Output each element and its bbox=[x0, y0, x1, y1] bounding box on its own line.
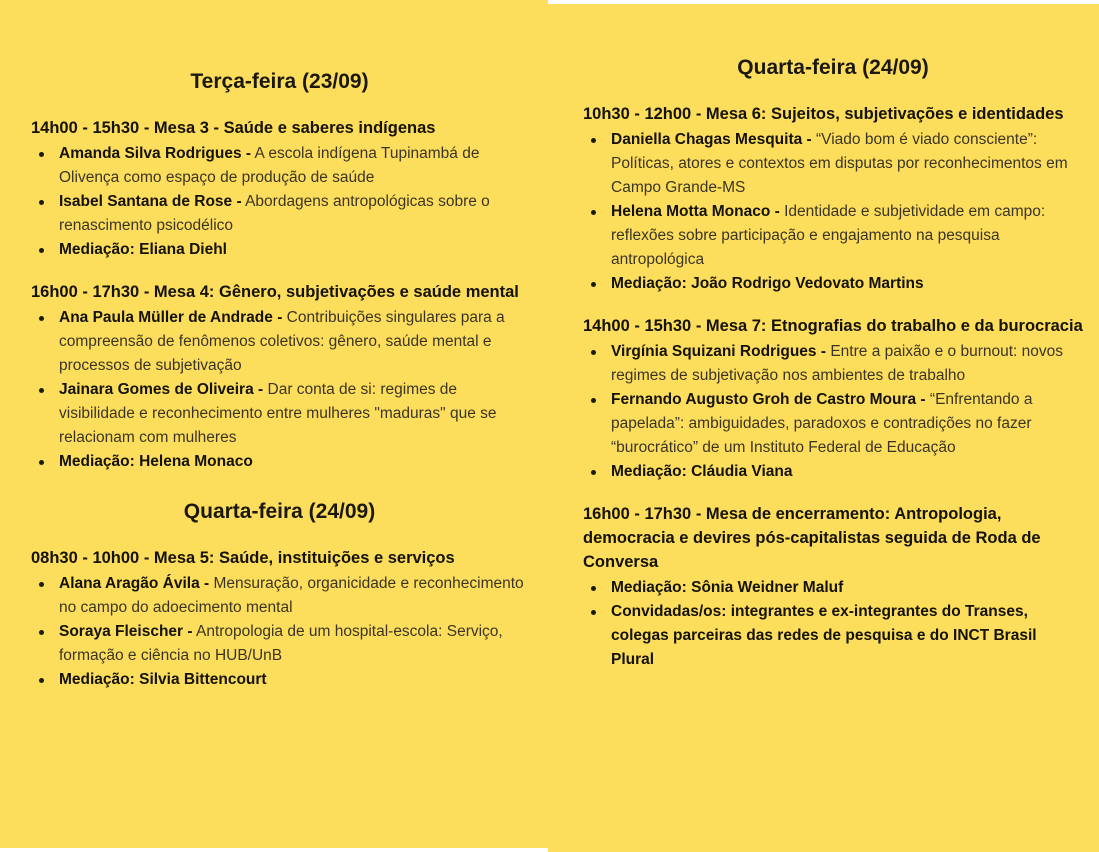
talk-list bbox=[583, 128, 1083, 296]
mediation: Mediação: João Rodrigo Vedovato Martins bbox=[611, 275, 924, 292]
talk-title: Identidade e subjetividade em campo: reflexões sobre participação e engajamento na pesquisa antropológica bbox=[611, 203, 1046, 268]
mediation-item bbox=[59, 450, 528, 474]
speaker-name: Amanda Silva Rodrigues - bbox=[59, 145, 252, 162]
session-title: 10h30 - 12h00 - Mesa 6: Sujeitos, subjetivações e identidades bbox=[583, 105, 1064, 123]
day-heading: Quarta-feira (24/09) bbox=[183, 500, 376, 523]
speaker-name: Jainara Gomes de Oliveira - bbox=[59, 381, 264, 398]
session-title: 14h00 - 15h30 - Mesa 7: Etnografias do trabalho e da burocracia bbox=[583, 317, 1083, 335]
mediation: Mediação: Cláudia Viana bbox=[611, 463, 793, 480]
talk-item bbox=[59, 378, 528, 450]
talk-item bbox=[59, 306, 528, 378]
mediation: Mediação: Sônia Weidner Maluf bbox=[611, 579, 844, 596]
talk-list bbox=[31, 572, 528, 692]
session-title: 16h00 - 17h30 - Mesa de encerramento: Antropologia, democracia e devires pós-capitalistas seguida de Roda de Conversa bbox=[583, 505, 1041, 571]
session-mesa-3 bbox=[31, 116, 528, 262]
talk-item bbox=[611, 388, 1083, 460]
talk-title: “Enfrentando a papelada”: ambiguidades, paradoxos e contradições no fazer “burocrático” de um Instituto Federal de Educação bbox=[611, 391, 1033, 456]
right-schedule-panel bbox=[548, 4, 1099, 852]
mediation: Mediação: Helena Monaco bbox=[59, 453, 253, 470]
day-heading: Terça-feira (23/09) bbox=[190, 70, 369, 93]
session-mesa-6 bbox=[583, 102, 1083, 296]
speaker-name: Fernando Augusto Groh de Castro Moura - bbox=[611, 391, 926, 408]
talk-title: “Viado bom é viado consciente”: Políticas, atores e contextos em disputas por reconhecimentos em Campo Grande-MS bbox=[611, 131, 1068, 196]
speaker-name: Alana Aragão Ávila - bbox=[59, 575, 210, 592]
left-schedule-panel bbox=[0, 0, 548, 848]
speaker-name: Ana Paula Müller de Andrade - bbox=[59, 309, 283, 326]
talk-item bbox=[611, 128, 1083, 200]
talk-title: Contribuições singulares para a compreensão de fenômenos coletivos: gênero, saúde mental e processos de subjetivação bbox=[59, 309, 505, 374]
talk-title: Antropologia de um hospital-escola: Serviço, formação e ciência no HUB/UnB bbox=[59, 623, 503, 664]
talk-list bbox=[31, 142, 528, 262]
day-heading: Quarta-feira (24/09) bbox=[737, 56, 929, 79]
session-mesa-5 bbox=[31, 546, 528, 692]
talk-item bbox=[59, 620, 528, 668]
speaker-name: Isabel Santana de Rose - bbox=[59, 193, 242, 210]
talk-item bbox=[59, 572, 528, 620]
speaker-name: Soraya Fleischer - bbox=[59, 623, 193, 640]
speaker-name: Daniella Chagas Mesquita - bbox=[611, 131, 812, 148]
mediation: Mediação: Eliana Diehl bbox=[59, 241, 227, 258]
mediation-item bbox=[611, 460, 1083, 484]
session-mesa-4 bbox=[31, 280, 528, 474]
mediation-item bbox=[611, 272, 1083, 296]
session-title: 14h00 - 15h30 - Mesa 3 - Saúde e saberes indígenas bbox=[31, 119, 436, 137]
mediation-item bbox=[611, 576, 1083, 600]
talk-list bbox=[31, 306, 528, 474]
session-mesa-7 bbox=[583, 314, 1083, 484]
talk-item bbox=[611, 340, 1083, 388]
talk-title: A escola indígena Tupinambá de Olivença como espaço de produção de saúde bbox=[59, 145, 480, 186]
talk-title: Abordagens antropológicas sobre o renascimento psicodélico bbox=[59, 193, 490, 234]
session-title: 08h30 - 10h00 - Mesa 5: Saúde, instituições e serviços bbox=[31, 549, 455, 567]
mediation: Mediação: Silvia Bittencourt bbox=[59, 671, 267, 688]
mediation-item bbox=[59, 668, 528, 692]
talk-list bbox=[583, 576, 1083, 672]
talk-title: Mensuração, organicidade e reconhecimento no campo do adoecimento mental bbox=[59, 575, 524, 616]
talk-list bbox=[583, 340, 1083, 484]
talk-item bbox=[59, 142, 528, 190]
talk-title: Dar conta de si: regimes de visibilidade e reconhecimento entre mulheres "maduras" que se relacionam com mulheres bbox=[59, 381, 497, 446]
session-encerramento bbox=[583, 502, 1083, 672]
mediation-item bbox=[59, 238, 528, 262]
speaker-name: Virgínia Squizani Rodrigues - bbox=[611, 343, 827, 360]
talk-title: Entre a paixão e o burnout: novos regimes de subjetivação nos ambientes de trabalho bbox=[611, 343, 1064, 384]
speaker-name: Helena Motta Monaco - bbox=[611, 203, 780, 220]
guests-item bbox=[611, 600, 1083, 672]
guests: Convidadas/os: integrantes e ex-integrantes do Transes, colegas parceiras das redes de pesquisa e do INCT Brasil Plural bbox=[611, 603, 1037, 668]
talk-item bbox=[611, 200, 1083, 272]
talk-item bbox=[59, 190, 528, 238]
session-title: 16h00 - 17h30 - Mesa 4: Gênero, subjetivações e saúde mental bbox=[31, 283, 519, 301]
